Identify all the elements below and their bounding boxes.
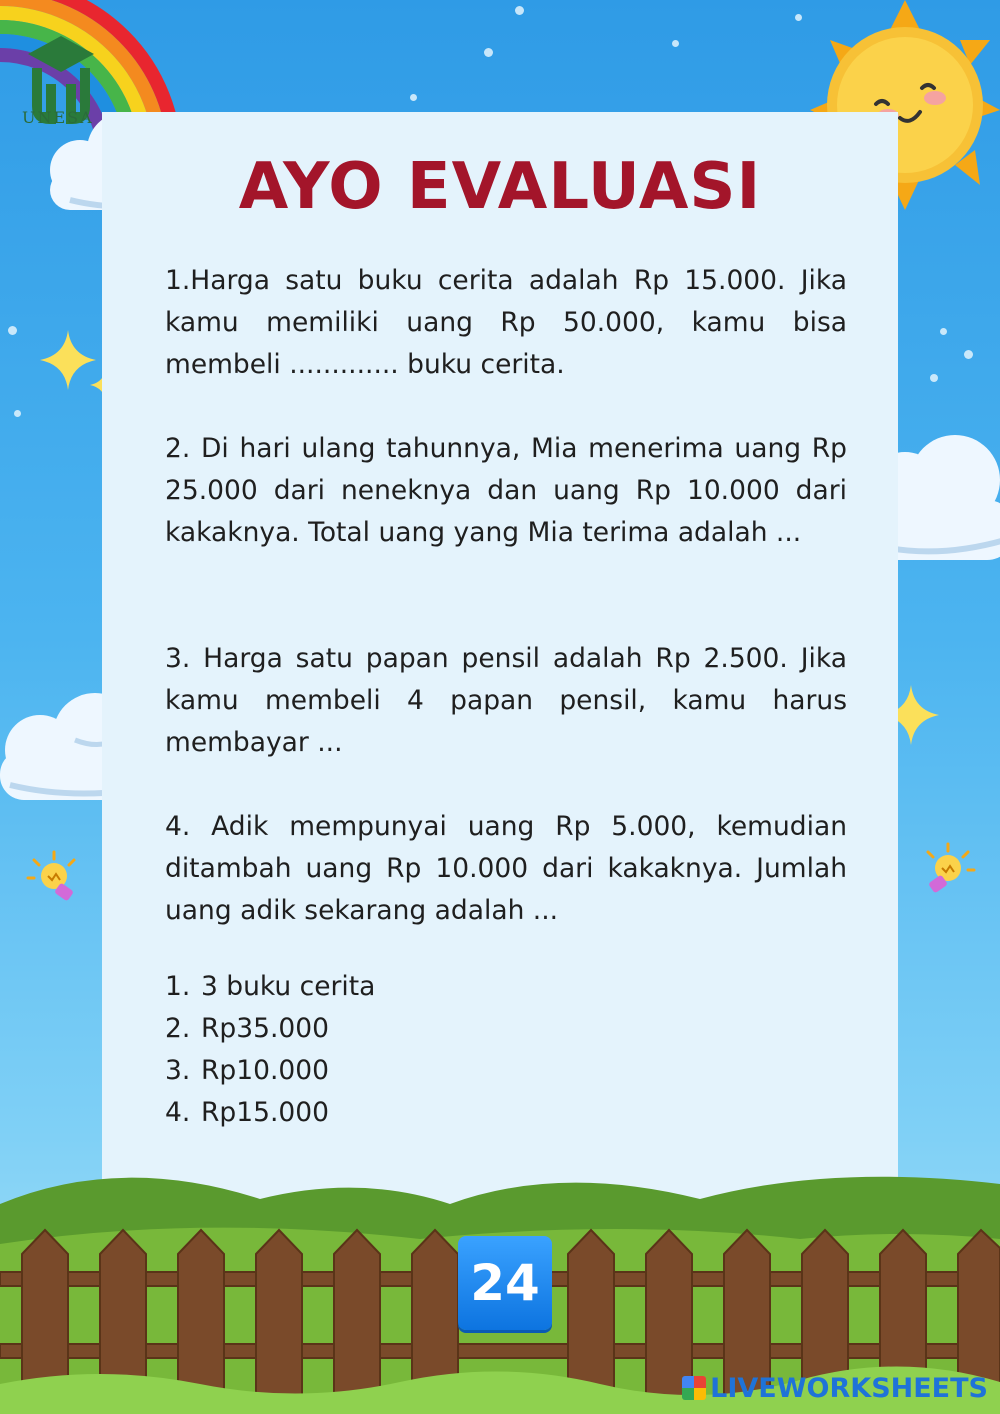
star-dot [672,40,679,47]
answer-text: Rp15.000 [201,1097,329,1128]
star-dot [14,410,21,417]
watermark-text: LIVEWORKSHEETS [710,1373,988,1404]
page-number-badge: 24 [458,1236,552,1330]
star-dot [410,94,417,101]
question-1: 1.Harga satu buku cerita adalah Rp 15.000. Jika kamu memiliki uang Rp 50.000, kamu bisa membeli ............. buku cerita. [165,265,847,380]
star-dot [484,48,493,57]
star-dot [940,328,947,335]
liveworksheets-logo-icon [682,1376,706,1400]
answer-list [165,966,375,1134]
answer-text: 3 buku cerita [201,971,376,1002]
question-2: 2. Di hari ulang tahunnya, Mia menerima uang Rp 25.000 dari neneknya dan uang Rp 10.000 dari kakaknya. Total uang yang Mia terima adalah ... [165,433,847,548]
liveworksheets-watermark [682,1373,988,1404]
star-dot [515,6,524,15]
lightbulb-icon [26,850,82,904]
page-title: AYO EVALUASI [238,150,762,224]
answer-number: 3. [165,1055,191,1086]
answer-text: Rp35.000 [201,1013,329,1044]
answer-text: Rp10.000 [201,1055,329,1086]
logo-text: UNESA [22,108,94,127]
answer-item [165,1050,375,1092]
star-dot [964,350,973,359]
star-dot [8,326,17,335]
answer-number: 4. [165,1097,191,1128]
answer-item [165,1008,375,1050]
lightbulb-icon [920,842,976,896]
answer-item [165,966,375,1008]
answer-number: 1. [165,971,191,1002]
answer-number: 2. [165,1013,191,1044]
question-4: 4. Adik mempunyai uang Rp 5.000, kemudian ditambah uang Rp 10.000 dari kakaknya. Jumlah uang adik sekarang adalah ... [165,811,847,926]
question-3: 3. Harga satu papan pensil adalah Rp 2.500. Jika kamu membeli 4 papan pensil, kamu harus membayar ... [165,643,847,758]
star-dot [930,374,938,382]
answer-item [165,1092,375,1134]
